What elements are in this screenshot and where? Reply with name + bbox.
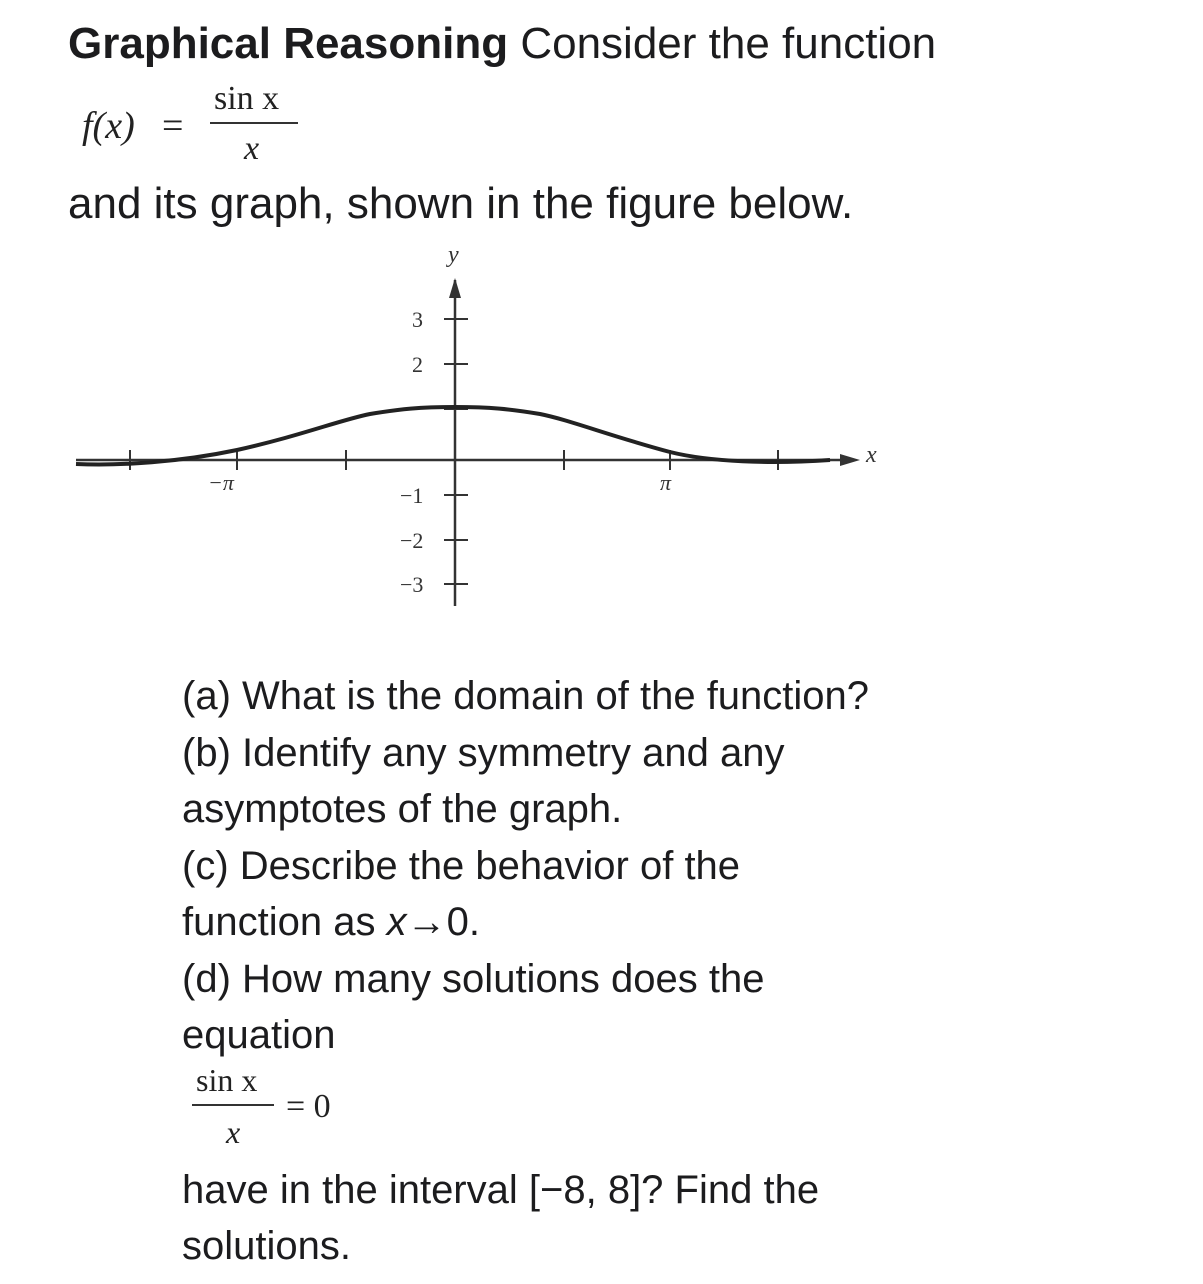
y-tick-label-neg1: −1 — [400, 483, 424, 508]
question-c-var: x — [386, 900, 407, 944]
x-tick-label-neg-pi: −π — [208, 470, 234, 495]
intro-text: and its graph, shown in the figure below. — [68, 179, 854, 228]
y-axis-arrow — [449, 278, 461, 298]
function-equals: = — [162, 105, 184, 147]
question-c-post: →0. — [406, 900, 480, 944]
function-definition — [82, 80, 322, 180]
title-rest: Consider the function — [508, 19, 937, 68]
equation-rhs: = 0 — [286, 1088, 331, 1125]
function-fraction-bar — [210, 122, 298, 124]
function-denominator: x — [244, 130, 260, 167]
function-lhs: f(x) — [82, 105, 135, 147]
equation-denominator: x — [226, 1114, 241, 1150]
equation — [190, 1062, 390, 1162]
question-c-line2 — [182, 894, 480, 950]
x-tick-label-pi: π — [660, 470, 672, 495]
equation-fraction-bar — [192, 1104, 274, 1106]
question-a: (a) What is the domain of the function? — [182, 674, 870, 718]
question-d-line4: solutions. — [182, 1224, 351, 1268]
x-axis-arrow — [840, 454, 860, 466]
y-tick-label-2: 2 — [412, 352, 423, 377]
question-d-line1: (d) How many solutions does the — [182, 957, 765, 1001]
question-b-line1: (b) Identify any symmetry and any — [182, 731, 785, 775]
y-tick-label-neg3: −3 — [400, 572, 424, 597]
question-d-line3: have in the interval [−8, 8]? Find the — [182, 1168, 820, 1212]
question-b-line2: asymptotes of the graph. — [182, 787, 623, 831]
y-tick-label-3: 3 — [412, 307, 423, 332]
function-graph — [70, 240, 900, 620]
y-axis-label: y — [448, 242, 459, 268]
y-tick-label-neg2: −2 — [400, 528, 424, 553]
question-c-line1: (c) Describe the behavior of the — [182, 844, 741, 888]
question-d-line2: equation — [182, 1013, 336, 1057]
equation-numerator: sin x — [196, 1062, 258, 1098]
x-axis-label: x — [866, 442, 877, 468]
sinc-curve — [76, 407, 830, 464]
question-c-pre: function as — [182, 900, 387, 944]
title-bold: Graphical Reasoning — [68, 19, 509, 68]
function-numerator: sin x — [214, 80, 280, 117]
problem-title — [68, 18, 936, 70]
